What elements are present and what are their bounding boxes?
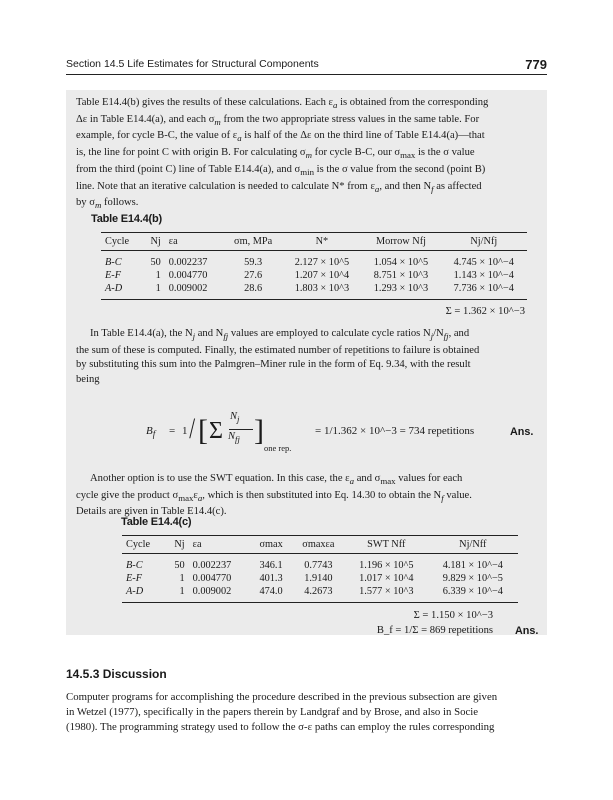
table-c — [122, 535, 518, 603]
table-header-row — [101, 233, 527, 251]
table-cell: B-C — [126, 560, 143, 571]
table-c-answer-label: Ans. — [515, 625, 539, 637]
table-header-cell: Nj/Nfj — [441, 233, 527, 251]
intro-line: from the third (point C) line of Table E14.4(a), and $\sigma_{min}$ is the σ value from the second (point B) — [76, 163, 486, 177]
swt-line: Details are given in Table E14.4(c). — [76, 506, 227, 518]
table-cell: 1 — [155, 270, 161, 281]
table-row — [122, 554, 518, 573]
discussion-paragraph — [66, 690, 547, 736]
page-number: 779 — [525, 57, 547, 72]
middle-paragraph — [76, 327, 540, 387]
table-c-result: B_f = 1/Σ = 869 repetitions — [376, 625, 493, 636]
table-cell: 0.009002 — [189, 585, 251, 603]
table-c-title: Table E14.4(c) — [121, 516, 192, 528]
eq-bracket-left: [ — [198, 414, 208, 447]
table-row — [101, 251, 527, 270]
intro-line: Table E14.4(b) gives the results of these calculations. Each $\varepsilon_a$ is obtained from the corresponding — [76, 97, 489, 111]
eq-lhs: $B_f$ — [146, 425, 156, 440]
table-cell: 1 — [164, 585, 188, 603]
eq-equals: = — [169, 425, 176, 437]
discussion-line: in Wetzel (1977), specifically in the papers therein by Landgraf and by Brose, and also in Socie — [66, 706, 479, 719]
table-cell: 0.004770 — [192, 573, 232, 584]
table-cell: 0.002237 — [168, 257, 208, 268]
table-cell: 0.7743 — [304, 560, 333, 571]
table-header-row — [122, 536, 518, 554]
middle-line: In Table E14.4(a), the $N_j$ and $N_{fj}$ values are employed to calculate cycle ratios $N_j/N_{fj}$, and — [90, 328, 470, 342]
intro-line: by $\sigma_m$ follows. — [76, 197, 139, 211]
swt-paragraph — [76, 472, 540, 520]
intro-paragraph — [76, 96, 540, 213]
table-cell: 0.004770 — [168, 270, 208, 281]
table-cell: 0.009002 — [165, 282, 224, 300]
table-cell: E-F — [126, 573, 143, 584]
table-cell: 1.9140 — [304, 573, 333, 584]
swt-line: cycle give the product $\sigma_{max}\varepsilon_a$, which is then substituted into Eq. 14.30 to obtain the $N_f$ value. — [76, 489, 472, 503]
discussion-heading: 14.5.3 Discussion — [66, 667, 167, 681]
table-cell: 28.6 — [224, 282, 283, 300]
table-cell: 1.196 × 10^5 — [359, 560, 414, 571]
eq-sigma: Σ — [209, 418, 223, 444]
table-header-cell: σmaxεa — [292, 536, 345, 554]
table-cell: E-F — [105, 270, 122, 281]
swt-line: Another option is to use the SWT equation. In this case, the $\varepsilon_a$ and $\sigma_{max}$ values for each — [90, 473, 463, 487]
table-row — [122, 572, 518, 585]
eq-frac-num: $N_j$ — [230, 411, 240, 425]
table-header-cell: Cycle — [122, 536, 164, 554]
table-header-cell: εa — [165, 233, 224, 251]
table-cell: 9.829 × 10^−5 — [442, 573, 503, 584]
table-cell: 1.054 × 10^5 — [373, 257, 429, 268]
table-cell: 59.3 — [244, 257, 263, 268]
eq-range: one rep. — [264, 443, 292, 453]
table-header-cell: εa — [189, 536, 251, 554]
table-header-cell: Morrow Nfj — [361, 233, 440, 251]
table-c-sum: Σ = 1.150 × 10^−3 — [413, 610, 493, 621]
table-b-title: Table E14.4(b) — [91, 213, 162, 225]
table-header-cell: N* — [282, 233, 361, 251]
table-cell: 1.803 × 10^3 — [282, 282, 361, 300]
running-head — [66, 56, 547, 75]
table-cell: 474.0 — [250, 585, 291, 603]
eq-rhs: = 1/1.362 × 10^−3 = 734 repetitions — [315, 425, 475, 437]
table-cell: A-D — [101, 282, 142, 300]
table-header-cell: SWT Nff — [345, 536, 428, 554]
intro-line: Δε in Table E14.4(a), and each $\sigma_m$ from the two appropriate stress values in the same table. For — [76, 113, 480, 127]
table-cell: B-C — [105, 257, 122, 268]
table-cell: 4.2673 — [292, 585, 345, 603]
table-b-sum: Σ = 1.362 × 10^−3 — [445, 306, 525, 317]
table-cell: 1.207 × 10^4 — [294, 270, 350, 281]
intro-line: example, for cycle B-C, the value of $\varepsilon_a$ is half of the Δε on the third line of Table E14.4(a)—that — [76, 130, 485, 144]
table-cell: 346.1 — [259, 560, 283, 571]
table-header-cell: Nj — [164, 536, 188, 554]
table-cell: 50 — [174, 560, 185, 571]
table-cell: 1 — [142, 282, 165, 300]
eq-fraction-bar — [229, 429, 253, 430]
table-header-cell: σmax — [250, 536, 291, 554]
eq-slash: / — [189, 412, 196, 445]
table-cell: 2.127 × 10^5 — [294, 257, 350, 268]
eq-bracket-right: ] — [254, 414, 264, 447]
table-cell: A-D — [122, 585, 164, 603]
table-header-cell: Cycle — [101, 233, 142, 251]
table-row — [101, 269, 527, 282]
table-header-cell: Nj — [142, 233, 165, 251]
table-cell: 7.736 × 10^−4 — [441, 282, 527, 300]
table-cell: 8.751 × 10^3 — [373, 270, 429, 281]
table-cell: 1.143 × 10^−4 — [453, 270, 514, 281]
table-cell: 1 — [179, 573, 185, 584]
intro-line: line. Note that an iterative calculation is needed to calculate N* from $\varepsilon_a$, and then $N_f$ as affected — [76, 180, 482, 194]
table-cell: 6.339 × 10^−4 — [428, 585, 518, 603]
table-cell: 1.577 × 10^3 — [345, 585, 428, 603]
middle-line: by substituting this sum into the Palmgren–Miner rule in the form of Eq. 9.34, with the result — [76, 359, 471, 371]
table-cell: 0.002237 — [192, 560, 232, 571]
table-cell: 1.017 × 10^4 — [359, 573, 414, 584]
eq-one: 1 — [182, 425, 188, 437]
eq-answer-label: Ans. — [510, 426, 534, 438]
table-cell: 401.3 — [259, 573, 283, 584]
middle-line: the sum of these is computed. Finally, the estimated number of repetitions to failure is obtained — [76, 344, 480, 356]
middle-line: being — [76, 373, 100, 385]
section-title: Section 14.5 Life Estimates for Structural Components — [66, 58, 319, 70]
table-cell: 27.6 — [244, 270, 263, 281]
table-b — [101, 232, 527, 300]
eq-frac-den: $N_{fj}$ — [228, 431, 240, 445]
table-cell: 4.745 × 10^−4 — [453, 257, 514, 268]
discussion-line: (1980). The programming strategy used to follow the σ-ε paths can employ the rules corresponding — [66, 721, 495, 734]
table-header-cell: Nj/Nff — [428, 536, 518, 554]
table-row — [101, 282, 527, 300]
palmgren-miner-equation — [146, 412, 546, 458]
table-cell: 1.293 × 10^3 — [361, 282, 440, 300]
discussion-line: Computer programs for accomplishing the procedure described in the previous subsection are given — [66, 691, 498, 703]
table-row — [122, 585, 518, 603]
table-cell: 4.181 × 10^−4 — [442, 560, 503, 571]
table-header-cell: σm, MPa — [224, 233, 283, 251]
intro-line: is, the line for point C with origin B. For calculating $\sigma_m$ for cycle B-C, our $\sigma_{max}$ is the σ value — [76, 147, 475, 161]
table-cell: 50 — [150, 257, 161, 268]
